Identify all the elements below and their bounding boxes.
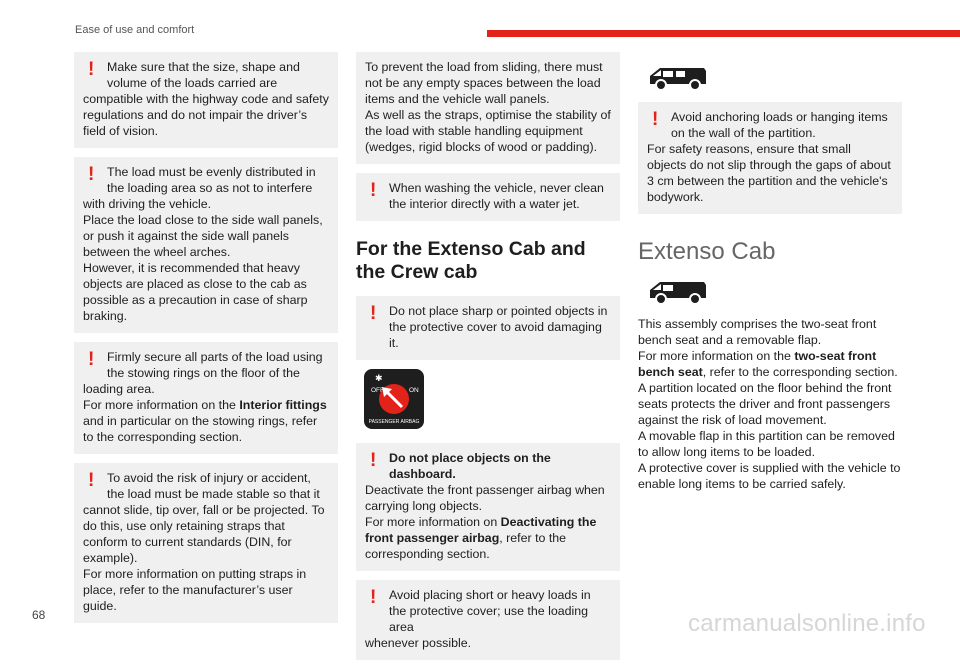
warning-body: with driving the vehicle. bbox=[83, 197, 212, 211]
column-middle bbox=[356, 52, 620, 669]
warning-body: loading area. bbox=[83, 382, 155, 396]
cross-reference: Interior fittings bbox=[239, 398, 327, 412]
warning-text: Do not place objects on the dashboard. bbox=[389, 451, 551, 481]
info-body: As well as the straps, optimise the stability of the load with stable handling equipment (wedges, rigid blocks of wood or padding). bbox=[365, 108, 611, 154]
warning-box-secure-load bbox=[74, 342, 338, 454]
text-run: For more information on the bbox=[83, 398, 240, 412]
warning-text: The load must be evenly distributed in the loading area so as not to interfere bbox=[107, 165, 316, 195]
cross-reference: two-seat front bench seat bbox=[638, 349, 877, 379]
warning-icon: ! bbox=[88, 470, 95, 491]
column-right bbox=[638, 52, 902, 492]
warning-icon: ! bbox=[370, 303, 377, 324]
warning-icon: ! bbox=[370, 450, 377, 471]
warning-box-dashboard bbox=[356, 443, 620, 571]
warning-text: To avoid the risk of injury or accident, the load must be made stable so that it bbox=[107, 471, 320, 501]
warning-body: Deactivate the front passenger airbag when carrying long objects. bbox=[365, 483, 605, 513]
column-left bbox=[74, 52, 338, 632]
warning-text: Do not place sharp or pointed objects in the protective cover to avoid damaging it. bbox=[389, 304, 608, 350]
paragraph bbox=[638, 348, 902, 380]
warning-icon: ! bbox=[370, 180, 377, 201]
warning-icon: ! bbox=[370, 587, 377, 608]
section-heading-extenso-cab: Extenso Cab bbox=[638, 238, 776, 265]
warning-body: For safety reasons, ensure that small objects do not slip through the gaps of about 3 cm between the partition and the vehicle's bodywork. bbox=[647, 142, 891, 204]
warning-icon: ! bbox=[88, 59, 95, 80]
warning-body bbox=[83, 397, 329, 445]
extenso-cab-description bbox=[638, 316, 902, 492]
extenso-cab-van-icon bbox=[646, 278, 708, 306]
text-run: For more information on bbox=[365, 515, 501, 529]
warning-body: whenever possible. bbox=[365, 636, 472, 650]
info-box-sliding bbox=[356, 52, 620, 164]
paragraph: A partition located on the floor behind the front seats protects the driver and front passengers against the risk of load movement. bbox=[638, 381, 892, 427]
warning-box-washing bbox=[356, 173, 620, 221]
running-header: Ease of use and comfort bbox=[75, 24, 195, 36]
warning-body: Place the load close to the side wall panels, or push it against the side wall panels between the wheel arches. bbox=[83, 213, 323, 259]
paragraph: This assembly comprises the two-seat front bench seat and a removable flap. bbox=[638, 317, 877, 347]
warning-text: Firmly secure all parts of the load using the stowing rings on the floor of the bbox=[107, 350, 323, 380]
text-run: and in particular on the stowing rings, refer to the corresponding section. bbox=[83, 414, 318, 444]
paragraph: A protective cover is supplied with the vehicle to enable long items to be carried safely. bbox=[638, 461, 901, 491]
airbag-caption: PASSENGER AIRBAG bbox=[368, 419, 420, 425]
warning-text: Avoid anchoring loads or hanging items on the wall of the partition. bbox=[671, 110, 888, 140]
warning-icon: ! bbox=[652, 109, 659, 130]
warning-body: compatible with the highway code and safety regulations and do not impair the driver’s field of vision. bbox=[83, 92, 329, 138]
info-body: To prevent the load from sliding, there must not be any empty spaces between the load items and the vehicle wall panels. bbox=[365, 60, 603, 106]
svg-text:✱: ✱ bbox=[375, 373, 383, 383]
warning-icon: ! bbox=[88, 349, 95, 370]
airbag-on-label: ON bbox=[409, 387, 419, 394]
warning-text: Make sure that the size, shape and volume of the loads carried are bbox=[107, 60, 300, 90]
paragraph: A movable flap in this partition can be removed to allow long items to be loaded. bbox=[638, 429, 895, 459]
crew-cab-van-icon bbox=[646, 64, 708, 92]
section-heading-extenso-crew: For the Extenso Cab and the Crew cab bbox=[356, 238, 586, 283]
airbag-off-label: OFF bbox=[371, 387, 384, 394]
text-run: For more information on the bbox=[638, 349, 795, 363]
text-run: , refer to the corresponding section. bbox=[365, 531, 567, 561]
warning-icon: ! bbox=[88, 164, 95, 185]
text-run: , refer to the corresponding section. bbox=[702, 365, 898, 379]
watermark: carmanualsonline.info bbox=[688, 610, 926, 637]
warning-body: However, it is recommended that heavy objects are placed as close to the cab as possible as a precaution in case of sharp braking. bbox=[83, 261, 308, 323]
warning-box-partition bbox=[638, 102, 902, 214]
cross-reference: Deactivating the front passenger airbag bbox=[365, 515, 597, 545]
warning-box-heavy-loads bbox=[356, 580, 620, 660]
header-accent-bar bbox=[487, 30, 960, 37]
warning-box-load-distribution bbox=[74, 157, 338, 333]
warning-text: Avoid placing short or heavy loads in the protective cover; use the loading area bbox=[389, 588, 591, 634]
page-number: 68 bbox=[32, 608, 46, 622]
warning-text: When washing the vehicle, never clean the interior directly with a water jet. bbox=[389, 181, 604, 211]
warning-body bbox=[365, 514, 611, 562]
warning-body: For more information on putting straps in place, refer to the manufacturer’s user guide. bbox=[83, 567, 307, 613]
warning-box-sharp-objects bbox=[356, 296, 620, 360]
warning-body: cannot slide, tip over, fall or be projected. To do this, use only retaining straps that conform to current standards (DIN, for example). bbox=[83, 503, 325, 565]
warning-box-load-stability bbox=[74, 463, 338, 623]
warning-box-load-size bbox=[74, 52, 338, 148]
passenger-airbag-off-icon bbox=[364, 369, 424, 429]
